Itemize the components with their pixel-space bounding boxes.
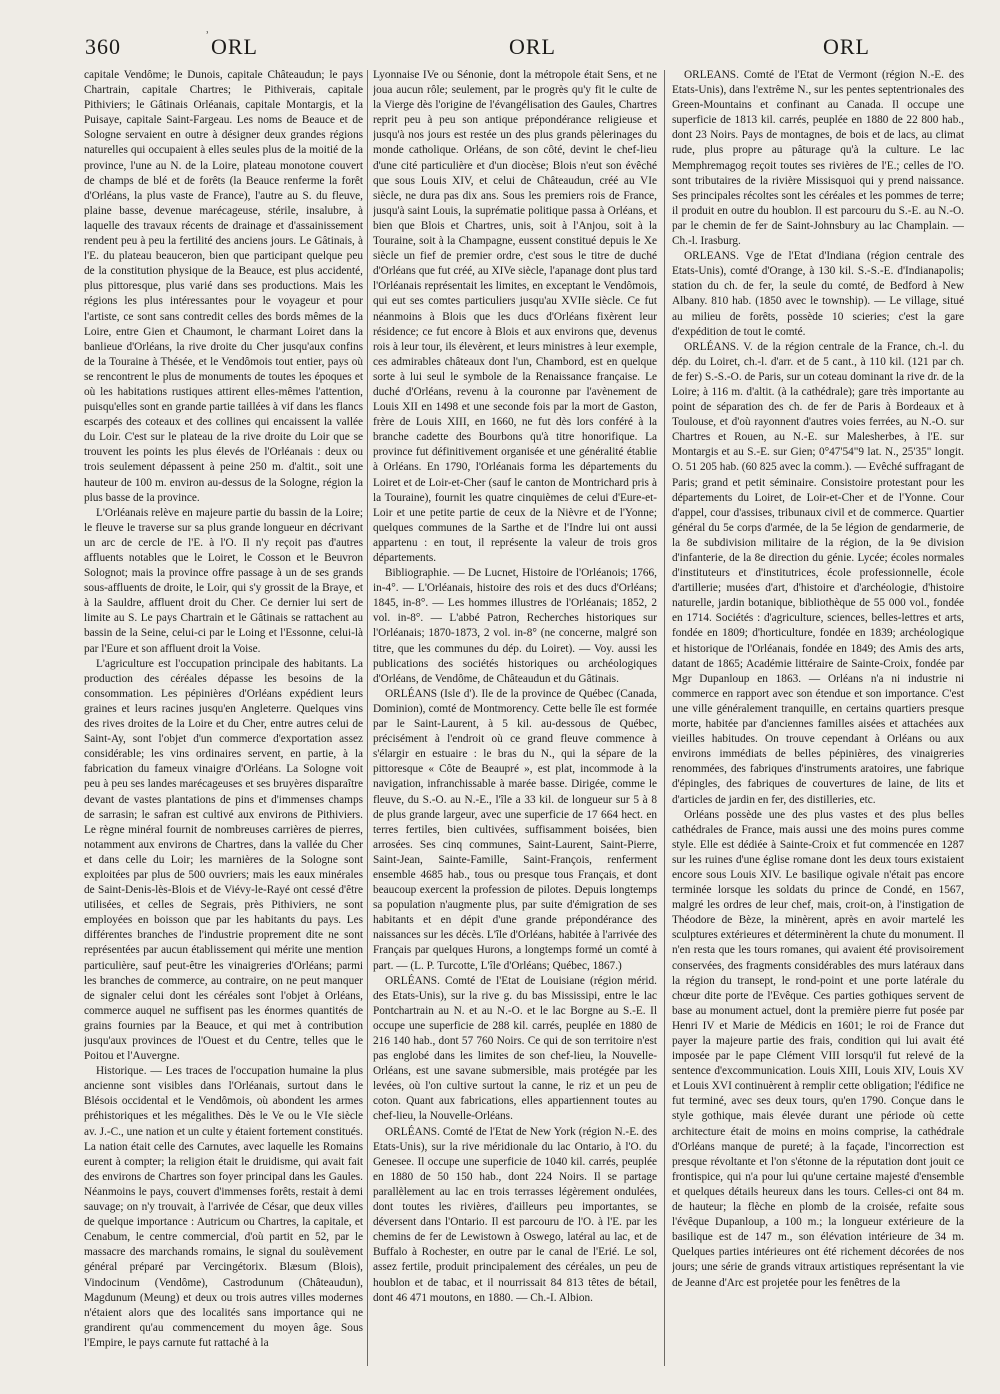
- entry-orleans-ville: ORLÉANS. V. de la région centrale de la France, ch.-l. du dép. du Loiret, ch.-l. d'arr. et de 5 cant., à 110 kil. (121 par ch. de fer) S.-S.-O. de Paris, sur un coteau dominant la rive dr. de la Loire; à 116 m. d'altit. (à la cathédrale); gare très importante au point de séparation des ch. de fer de Paris à Bordeaux et à Toulouse, et d'où rayonnent d'autres voies ferrées, au N.-O. sur Chartres et Rouen, au N.-E. sur Malesherbes, à l'E. sur Montargis et au S.-E. sur Gien; 0°47'54"9 lat. N., 25'35" longit. O. 51 205 hab. (60 825 avec la comm.). — Evêché suffragant de Paris; grand et petit séminaire. Consistoire protestant pour les départements du Loiret, de Loir-et-Cher et de l'Yonne. Cour d'appel, cour d'assises, tribunaux civil et de commerce. Quartier général du 5e corps d'armée, de la 5e légion de gendarmerie, de la 8e subdivision militaire de la région, de la 9e division d'infanterie, de la 8e direction du génie. Lycée; écoles normales d'instituteurs et d'institutrices, école professionnelle, école d'artillerie; musées d'art, d'histoire et d'archéologie, d'histoire naturelle, jardin botanique, bibliothèque de 55 000 vol., fondée en 1714. Sociétés : d'agriculture, sciences, belles-lettres et arts, fondée en 1809; d'horticulture, fondée en 1839; archéologique et historique de l'Orléanais, fondée en 1849; des Amis des arts, datant de 1865; Académie littéraire de Sainte-Croix, fondée par Mgr Dupanloup en 1863. — Orléans n'a ni industrie ni commerce en rapport avec son étendue et son importance. C'est une ville généralement tranquille, en certains quartiers presque morte, habitée par d'anciennes familles aisées et attachées aux vieilles habitudes. On trouve cependant à Orléans ou aux environs immédiats de belles pépinières, des vinaigreries renommées, des fabriques d'instruments aratoires, une fabrique d'épingles, des fabriques de couvertures de laine, de lits et d'articles de jardin en fer, des distilleries, etc.: [672, 340, 964, 806]
- text-column-1: [84, 68, 363, 1368]
- entry-orleans-new-york: ORLÉANS. Comté de l'Etat de New York (région N.-E. des Etats-Unis), sur la rive méridionale du lac Ontario, à l'O. du Genesee. Il occupe une superficie de 1040 kil. carrés, peuplée en 1880 de 50 150 hab., dont 224 Noirs. Il se partage parallèlement au lac en trois terrasses légèrement ondulées, dont toutes les rivières, d'ailleurs peu importantes, se déversent dans l'Ontario. Il est parcouru de l'O. à l'E. par les chemins de fer de Lewistown à Oswego, latéral au lac, et de Buffalo à Rochester, en outre par le canal de l'Erié. Le sol, assez fertile, produit principalement des céréales, un peu de houblon et de tabac, et il nourrissait 84 813 têtes de bétail, dont 46 471 moutons, en 1880. — Ch.-I. Albion.: [373, 1125, 657, 1304]
- paragraph-cathedrale: Orléans possède une des plus vastes et des plus belles cathédrales de France, mais aussi une des moins pures comme style. Elle est dédiée à Sainte-Croix et fut commencée en 1287 sur les ruines d'une église romane dont les deux tours existaient encore sous Louis XIV. Le basilique ogivale n'était pas encore terminée lorsque les soldats du prince de Condé, en 1567, malgré les ordres de leur chef, mais, croit-on, à l'instigation de Théodore de Bèze, la minèrent, après en avoir martelé les sculptures extérieures et déterminèrent la chute du monument. Il n'en resta que les tours romanes, qui avaient été provisoirement conservées, des fragments considérables des murs latéraux dans la région du transept, le rond-point et une porte latérale du chœur dite porte de l'Evêque. Ces parties gothiques servent de base au monument actuel, dont la première pierre fut posée par Henri IV et Marie de Médicis en 1601; le roi de France dut payer la majeure partie des frais, condition qui lui avait été imposée par le pape Clément VIII lorsqu'il fut relevé de la sentence d'excommunication. Louis XIII, Louis XIV, Louis XV et Louis XVI continuèrent à remplir cette obligation; l'édifice ne fut terminé, avec ses deux tours, qu'en 1790. Conçue dans le style gothique, mais élevée durant une période où cette architecture était de moins en moins comprise, la cathédrale d'Orléans manque de pureté; à la façade, l'incorrection est presque révoltante et l'on s'étonne de la réputation dont jouit ce frontispice, qui n'a pour lui qu'une certaine majesté d'ensemble et quelques détails heureux dans les tours. Celles-ci ont 84 m. de hauteur; la flèche en plomb de la croisée, refaite sous l'évêque Dupanloup, a 100 m.; la longueur extérieure de la basilique est de 147 m., son élévation intérieure de 34 m. Quelques parties intérieures ont été richement décorées de nos jours; une série de grands vitraux artistiques représentant la vie de Jeanne d'Arc est projetée pour les fenêtres de la: [672, 808, 964, 1289]
- column-rule-1: [367, 70, 368, 1366]
- entry-orleans-vermont: ORLEANS. Comté de l'Etat de Vermont (région N.-E. des Etats-Unis), dans l'extrême N., sur les pentes septentrionales des Green-Mountains et confinant au Canada. Il occupe une superficie de 1813 kil. carrés, peuplée en 1880 de 22 800 hab., dont 23 Noirs. Pays de montagnes, de bois et de lacs, au climat rude, plus propre au pâturage qu'à la culture. Le lac Memphremagog reçoit toutes ses rivières de l'E.; celles de l'O. sont tributaires de la rivière Missisquoi qui y prend naissance. Ses principales récoltes sont les céréales et les pommes de terre; il produit en outre du houblon. Il est parcouru du S.-E. au N.-O. par le chemin de fer de Saint-Johnsbury au lac Champlain. — Ch.-l. Irasburg.: [672, 69, 964, 248]
- running-head-right: ORL: [823, 34, 870, 59]
- paragraph: Lyonnaise IVe ou Sénonie, dont la métropole était Sens, et ne joua aucun rôle; seulement, par le progrès qu'y fit le culte de la Vierge dès l'origine de l'évangélisation des Gaules, Chartres reprit peu à peu son antique prépondérance religieuse et jusqu'à nos jours est restée un des plus grands pèlerinages du monde catholique. Orléans, de son côté, devint le chef-lieu d'une cité particulière et d'un diocèse; Blois n'eut son évêché que sous Louis XIV, et celui de Châteaudun, créé au VIe siècle, ne dura pas dix ans. Sous les premiers rois de France, jusqu'à saint Louis, la suprématie politique passa à Orléans, et bien que Blois et Chartres, unis, soit à l'Anjou, soit à la Touraine, soit à la Champagne, eussent constitué depuis le Xe siècle un fief de premier ordre, c'est sous le titre de duché d'Orléans que fut créé, au XIVe siècle, l'apanage dont plus tard l'Orléanais représentait les limites, en exceptant le Vendômois, qui eut ses comtes particuliers jusqu'au XVIIe siècle. Ce fut néanmoins à Blois que les ducs d'Orléans fixèrent leur résidence; ce fut encore à Blois et aux environs que, devenus rois à leur tour, ils élevèrent, et leurs ministres à leur exemple, ces admirables châteaux dont l'un, Chambord, est en quelque sorte à lui seul le symbole de la Renaissance française. Le duché d'Orléans, revenu à la couronne par l'avènement de Louis XII en 1498 et une seconde fois par la mort de Gaston, frère de Louis XIII, en 1660, ne fut dès lors conféré à la branche cadette des Bourbons qu'à titre honorifique. La province fut définitivement organisée et une généralité établie à Orléans. En 1790, l'Orléanais forma les départements du Loiret et de Loir-et-Cher (sauf le canton de Montrichard pris à la Touraine), fournit les quatre cinquièmes de celui d'Eure-et-Loir et une petite partie de ceux de la Nièvre et de l'Yonne; quelques communes de la Sarthe et de l'Indre lui ont aussi appartenu : en tout, il représente la valeur de trois gros départements.: [373, 69, 657, 564]
- paragraph: L'agriculture est l'occupation principale des habitants. La production des céréales dépasse les besoins de la consommation. Les pépinières d'Orléans expédient leurs graines et leurs racines jusqu'en Angleterre. Quelques vins des rives droites de la Loire et du Cher, entre autres celui de Saint-Ay, sont l'objet d'un commerce d'exportation assez considérable; les vins ordinaires servent, en partie, à la fabrication du fameux vinaigre d'Orléans. La Sologne voit peu à peu ses landes marécageuses et ses bruyères disparaître devant de vastes plantations de pins et d'immenses champs de sarrasin; le safran est cultivé aux environs de Pithiviers. Le règne minéral fournit de nombreuses carrières de pierres, notamment aux environs de Chartres, dans la vallée du Cher et dans celle du Loir; les marnières de la Sologne sont exploitées par plus de 500 ouvriers; mais les eaux minérales de Saint-Denis-lès-Blois et de Viévy-le-Rayé ont cessé d'être utilisées, et celles de Segrais, près Pithiviers, ne sont employées en boisson que par les habitants du pays. Les différentes branches de l'industrie proprement dite ne sont représentées par aucun établissement qui mérite une mention particulière, sauf peut-être les vinaigreries d'Orléans; parmi les branches de commerce, au contraire, on ne peut manquer de signaler celui dont les céréales sont l'objet à Orléans, commerce auquel ne suffisent pas les énormes quantités de grains fournies par la Beauce, et qui met à contribution jusqu'aux provinces de l'Ouest et du Centre, telles que le Poitou et l'Auvergne.: [84, 657, 363, 1063]
- entry-orleans-indiana: ORLEANS. Vge de l'Etat d'Indiana (région centrale des Etats-Unis), comté d'Orange, à 130 kil. S.-S.-E. d'Indianapolis; station du ch. de fer, la seule du comté, de Bedford à New Albany. 810 hab. (1850 avec le township). — Le village, situé au milieu de forêts, possède 10 scieries; c'est la gare d'expédition de tout le comté.: [672, 250, 964, 338]
- paragraph-bibliographie: Bibliographie. — De Lucnet, Histoire de l'Orléanois; 1766, in-4°. — L'Orléanais, histoire des rois et des ducs d'Orléans; 1845, in-8°. — Les hommes illustres de l'Orléanais; 1852, 2 vol. in-8°. — L'abbé Patron, Recherches historiques sur l'Orléanais; 1870-1873, 2 vol. in-8° (ne concerne, malgré son titre, que les communes du dép. du Loiret). — Voy. aussi les publications des sociétés historiques ou archéologiques d'Orléans, de Vendôme, de Châteaudun et du Gâtinais.: [373, 567, 657, 685]
- page-number: 360: [85, 34, 121, 59]
- paragraph: capitale Vendôme; le Dunois, capitale Châteaudun; le pays Chartrain, capitale Chartres; le Pithiverais, capitale Pithiviers; le Gâtinais Orléanais, capitale Montargis, et la Puisaye, capitale Saint-Fargeau. Les noms de Beauce et de Sologne servaient en outre à désigner deux grandes régions naturelles qui occupaient à elles seules plus de la moitié de la province, l'une au N. de la Loire, plateau monotone couvert de champs de blé et de forêts (la Beauce renferme la forêt d'Orléans, la plus vaste de France), l'autre au S. du fleuve, plaine basse, devenue marécageuse, stérile, insalubre, à laquelle des travaux récents de drainage et d'assainissement rendent peu à peu la fertilité des anciens jours. Le Gâtinais, à l'E. du plateau beauceron, bien que participant quelque peu de la constitution physique de la Beauce, est plus accidenté, plus pittoresque, plus varié dans ses productions. Mais les régions les plus intéressantes pour le voyageur et pour l'artiste, ce sont sans contredit celles des bords mêmes de la Loire, entre Gien et Chaumont, le charmant Loiret dans la banlieue d'Orléans, la rive droite du Cher jusqu'aux confins de la Touraine à Thésée, et le Vendômois tout entier, pays où se rencontrent le plus de monuments de toutes les époques et où les habitations rustiques attirent elles-mêmes l'attention, puisqu'elles sont en grande partie taillées à vif dans les flancs escarpés des coteaux et des collines qui encaissent la vallée du Loir. C'est sur le plateau de la rive droite du Loir que se trouvent les points les plus élevés de l'Orléanais : deux ou trois seulement dépassent à peine 250 m. d'altit., soit une hauteur de 100 m. environ au-dessus de la Sologne, région la plus basse de la province.: [84, 69, 363, 504]
- paragraph: L'Orléanais relève en majeure partie du bassin de la Loire; le fleuve le traverse sur sa plus grande longueur en décrivant un arc de cercle de l'E. à l'O. Il n'y reçoit pas d'autres affluents notables que le Loiret, le Cosson et le Beuvron Solognot; mais la province offre passage à un de ses grands sous-affluents de droite, le Loir, qui s'y grossit de la Braye, et à la Sauldre, affluent droit du Cher. Ce dernier lui sert de limite au S. Le pays Chartrain et le Gâtinais se rattachent au bassin de la Seine, celui-ci par le Loing et l'Essonne, celui-là par l'Eure et son affluent droit la Voise.: [84, 506, 363, 655]
- entry-orleans-isle: ORLÉANS (Isle d'). Ile de la province de Québec (Canada, Dominion), comté de Montmorency. Cette belle île est formée par le Saint-Laurent, à 5 kil. au-dessous de Québec, précisément à l'endroit où ce grand fleuve commence à s'élargir en estuaire : le bras du N., qui la sépare de la pittoresque « Côte de Beaupré », est plat, incommode à la navigation, infranchissable à marée basse. Dirigée, comme le fleuve, du S.-O. au N.-E., l'île a 33 kil. de longueur sur 5 à 8 de plus grande largeur, avec une superficie de 17 664 hect. en terres fertiles, bien cultivées, suffisamment boisées, bien arrosées. Ses cinq communes, Saint-Laurent, Saint-Pierre, Saint-Jean, Sainte-Famille, Saint-François, renferment ensemble 4685 hab., tous ou presque tous Français, et dont beaucoup exercent la profession de pilotes. Depuis longtemps sa population n'augmente plus, par suite d'émigration de ses habitants et en dépit d'une grande prépondérance des naissances sur les décès. L'île d'Orléans, habitée à l'arrivée des Français par quelques Hurons, a longtemps formé un comté à part. — (L. P. Turcotte, L'île d'Orléans; Québec, 1867.): [373, 687, 657, 972]
- entry-orleans-louisiane: ORLÉANS. Comté de l'Etat de Louisiane (région mérid. des Etats-Unis), sur la rive g. du bas Mississipi, entre le lac Pontchartrain au N. et au N.-O. et le lac Borgne au S.-E. Il occupe une superficie de 288 kil. carrés, peuplée en 1880 de 216 140 hab., dont 57 760 Noirs. Ce qui de son territoire n'est pas englobé dans les limites de son chef-lieu, la Nouvelle-Orléans, est une savane submersible, mais protégée par les levées, où l'on cultive surtout la canne, le riz et un peu de coton. Quant aux fabrications, elles appartiennent toutes au chef-lieu, la Nouvelle-Orléans.: [373, 974, 657, 1123]
- running-head-center: ORL: [509, 34, 556, 59]
- page-header: [85, 30, 960, 64]
- text-column-3: [672, 68, 964, 1368]
- column-rule-2: [664, 70, 665, 1366]
- running-head-left: ORL: [211, 34, 258, 59]
- text-column-2: [373, 68, 657, 1368]
- header-tick-mark: ʾ: [205, 30, 211, 45]
- paragraph-historique: Historique. — Les traces de l'occupation humaine la plus ancienne sont visibles dans l'Orléanais, surtout dans le Blésois occidental et le Vendômois, où abondent les armes préhistoriques et les mégalithes. Dès le Ve ou le VIe siècle av. J.-C., une nation et un culte y étaient fortement constitués. La nation était celle des Carnutes, avec laquelle les Romains eurent à compter; la religion était le druidisme, qui avait fait des environs de Chartres son foyer principal dans les Gaules. Néanmoins le pays, couvert d'immenses forêts, restait à demi sauvage; on n'y trouvait, à l'arrivée de César, que deux villes de quelque importance : Autricum ou Chartres, la capitale, et Cenabum, le centre commercial, d'où partit en 52, par le massacre des marchands romains, le signal du soulèvement général préparé par Vercingétorix. Blæsum (Blois), Vindocinum (Vendôme), Castrodunum (Châteaudun), Magdunum (Meung) et deux ou trois autres villes modernes n'étaient alors que des localités sans importance qui ne grandirent qu'au commencement du moyen âge. Sous l'Empire, le pays carnute fut rattaché à la: [84, 1065, 363, 1349]
